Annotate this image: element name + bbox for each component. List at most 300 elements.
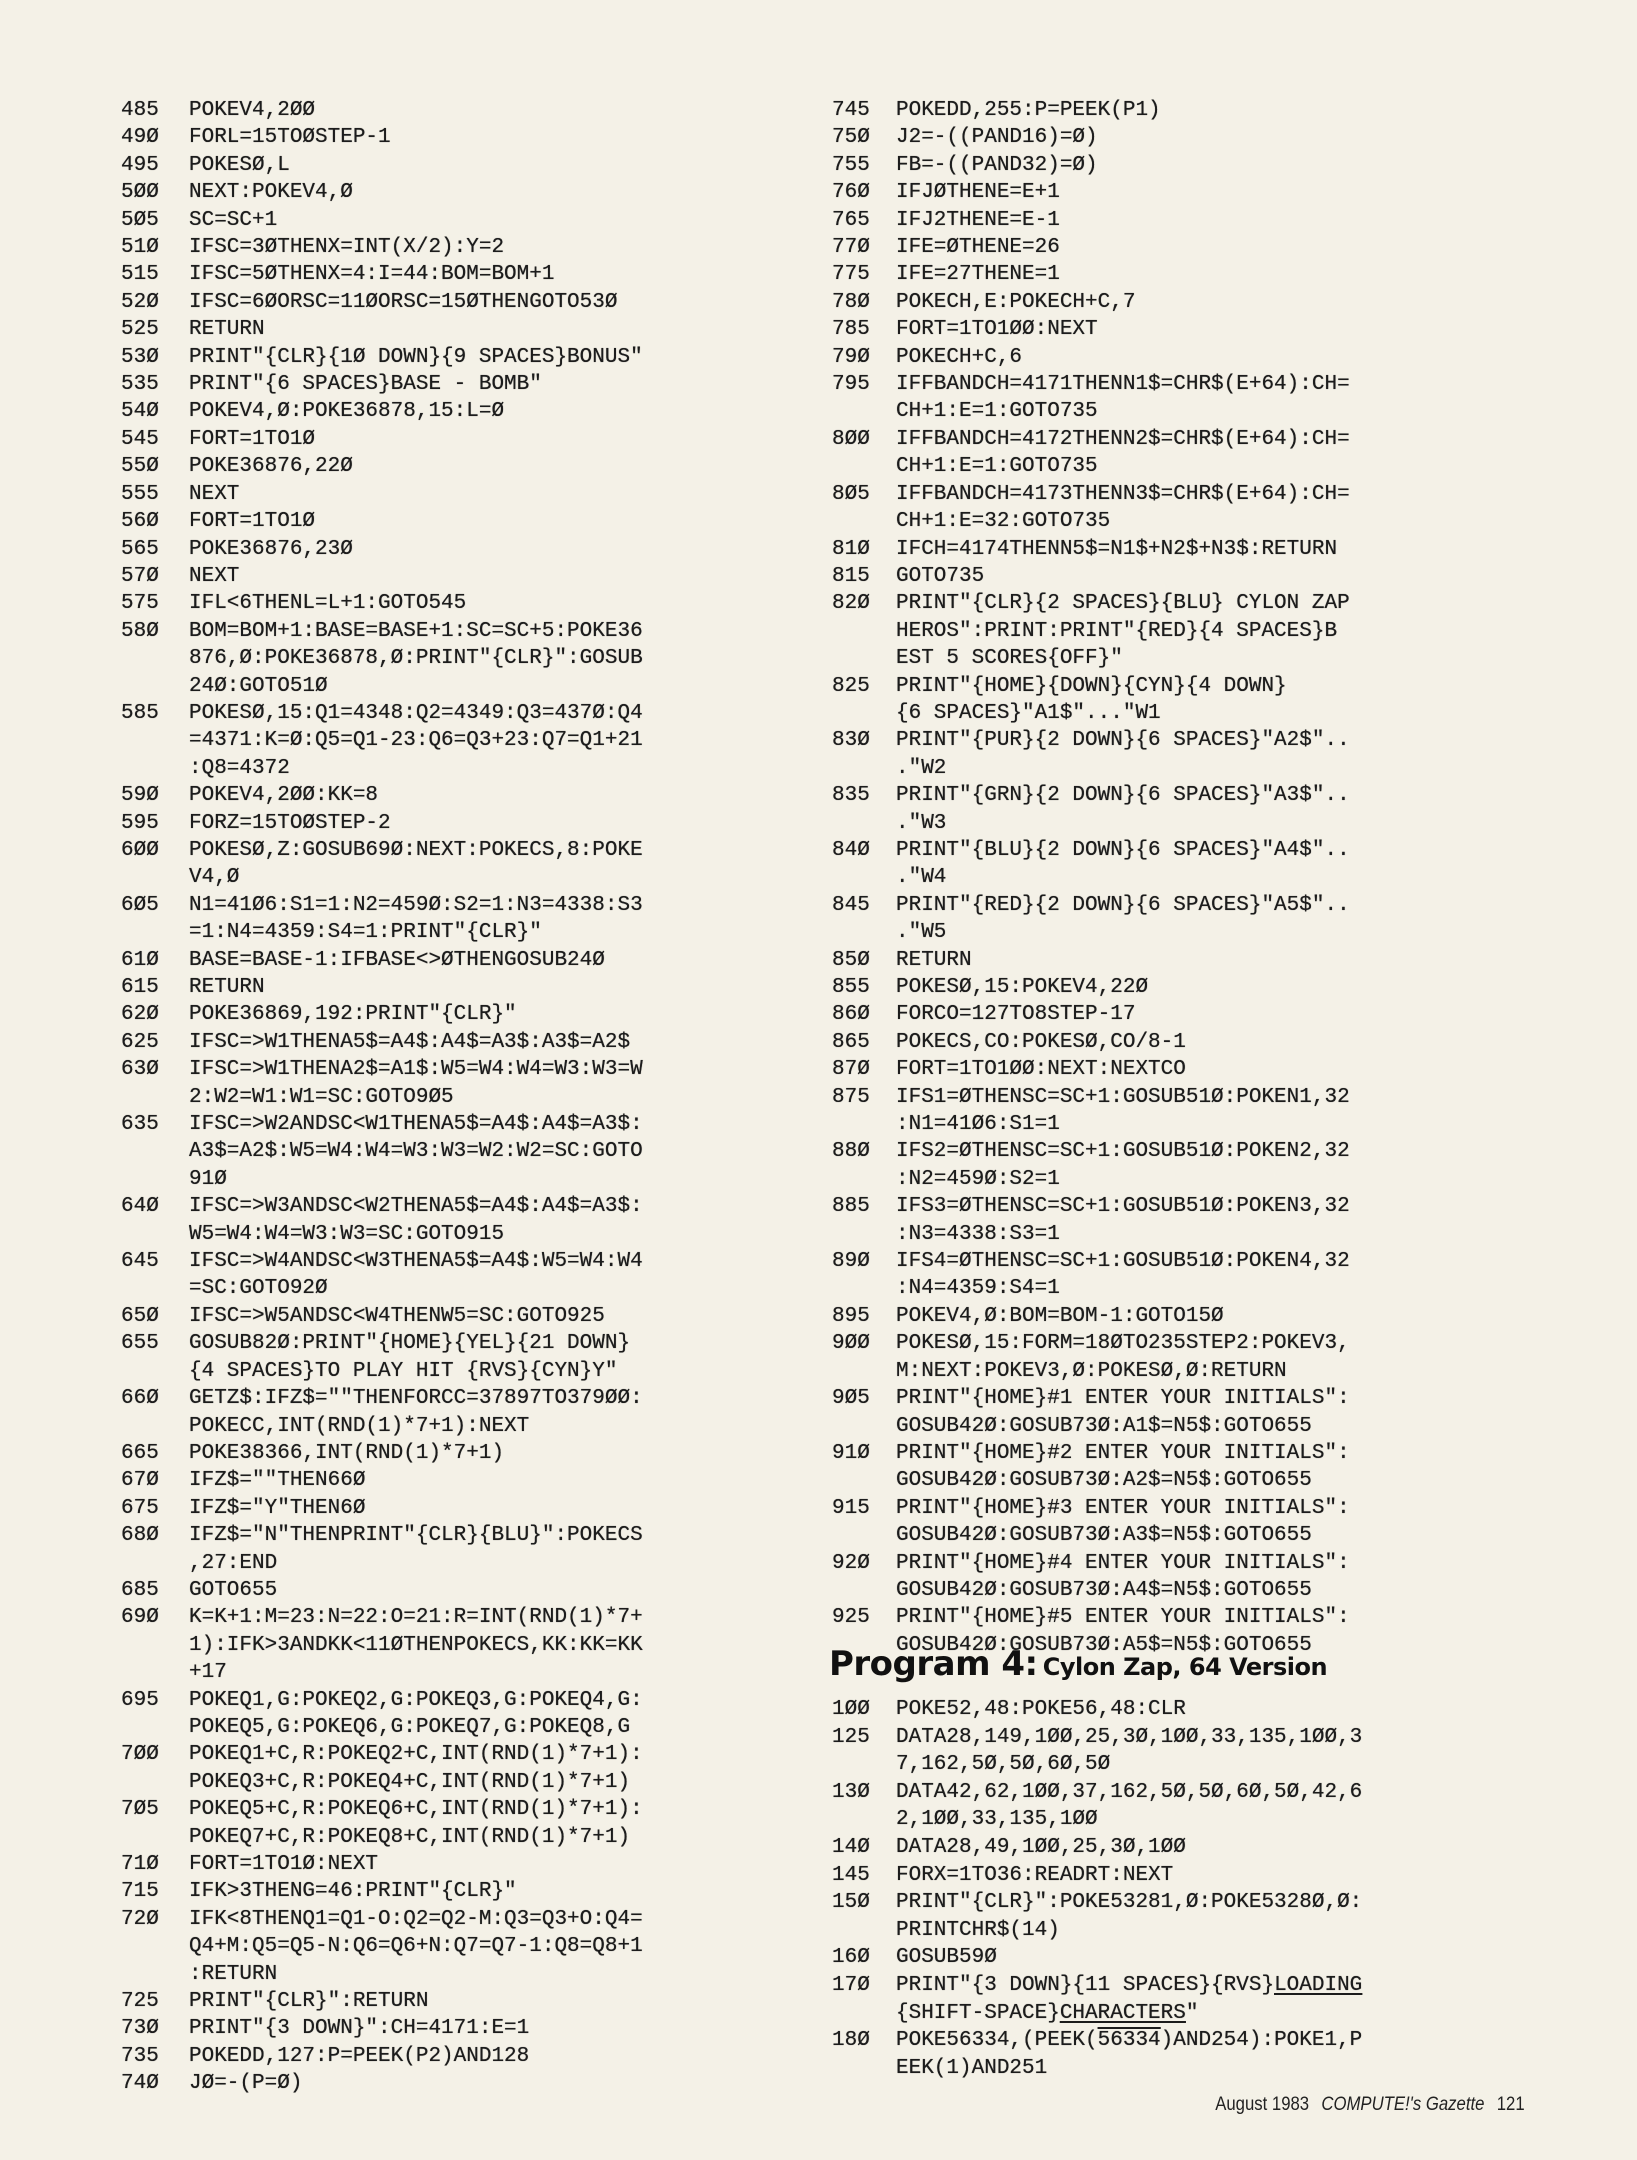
line-code: [189, 1741, 643, 1796]
line-number: 595: [121, 811, 159, 835]
code-line: [121, 618, 643, 700]
line-code: [896, 371, 1350, 426]
line-number: 855: [832, 976, 870, 999]
code-line: [121, 1440, 643, 1467]
code-row: PRINT"{HOME}#2 ENTER YOUR INITIALS":: [896, 1441, 1350, 1465]
line-code: [896, 1834, 1186, 1862]
code-row: ,27:END: [189, 1551, 278, 1575]
line-code: [189, 1440, 504, 1467]
code-row: IFL<6THENL=L+1:GOTO545: [189, 592, 467, 616]
line-code: [189, 179, 353, 206]
code-row: IFZ$="Y"THEN6Ø: [189, 1496, 366, 1520]
code-line: [832, 1550, 1350, 1605]
code-row: V4,Ø: [189, 866, 240, 890]
line-code: [189, 810, 391, 837]
line-code: [189, 1577, 277, 1604]
code-row: POKESØ,15:Q1=4348:Q2=4349:Q3=437Ø:Q4: [189, 701, 643, 725]
line-number: 875: [832, 1085, 870, 1109]
code-row: IFZ$=""THEN66Ø: [189, 1469, 366, 1493]
line-code: [189, 1303, 605, 1330]
line-code: [189, 234, 504, 261]
line-number: 82Ø: [832, 592, 870, 616]
line-number: 795: [832, 373, 870, 397]
line-number: 635: [121, 1113, 159, 1137]
issue-date: August 1983: [1215, 2094, 1310, 2115]
line-number: 77Ø: [832, 236, 870, 260]
code-line: [832, 563, 1350, 590]
line-code: [189, 371, 542, 398]
code-line: [832, 536, 1350, 563]
program-4-heading: [829, 1644, 1327, 1684]
line-code: [896, 1001, 1135, 1028]
code-row: POKEQ5+C,R:POKEQ6+C,INT(RND(1)*7+1):: [189, 1798, 643, 1822]
code-line: [832, 1248, 1350, 1303]
code-row: GOSUB42Ø:GOSUB73Ø:A2$=N5$:GOTO655: [896, 1469, 1312, 1493]
line-number: 63Ø: [121, 1058, 159, 1082]
code-row: {4 SPACES}TO PLAY HIT {RVS}{CYN}Y": [189, 1359, 618, 1383]
line-number: 76Ø: [832, 181, 870, 205]
code-row: NEXT:POKEV4,Ø: [189, 181, 353, 205]
code-line: [121, 700, 643, 782]
code-line: [121, 1330, 643, 1385]
code-line: [832, 1084, 1350, 1139]
line-number: 59Ø: [121, 784, 159, 808]
line-number: 16Ø: [832, 1946, 870, 1970]
code-row: PRINT"{6 SPACES}BASE - BOMB": [189, 373, 542, 397]
line-code: [896, 1779, 1362, 1834]
code-row: FORT=1TO1Ø:NEXT: [189, 1853, 379, 1876]
line-number: 54Ø: [121, 400, 159, 424]
code-line: [832, 261, 1350, 288]
code-line: [121, 1988, 643, 2015]
line-code: [896, 563, 984, 590]
code-row: IFSC=6ØORSC=11ØORSC=15ØTHENGOTO53Ø: [189, 290, 618, 314]
code-line: [121, 810, 643, 837]
code-line: [832, 1495, 1350, 1550]
code-row: FB=-((PAND32)=Ø): [896, 153, 1098, 177]
code-row: GOSUB42Ø:GOSUB73Ø:A4$=N5$:GOTO655: [896, 1578, 1312, 1602]
line-code: [189, 892, 643, 947]
code-row: =1:N4=4359:S4=1:PRINT"{CLR}": [189, 921, 542, 945]
code-row: 91Ø: [189, 1167, 227, 1191]
line-number: 655: [121, 1332, 159, 1356]
code-row: BOM=BOM+1:BASE=BASE+1:SC=SC+5:POKE36: [189, 619, 643, 643]
line-number: 81Ø: [832, 537, 870, 561]
line-number: 73Ø: [121, 2017, 159, 2041]
line-code: [189, 947, 605, 974]
code-line: [121, 234, 643, 261]
line-number: 6ØØ: [121, 838, 159, 862]
code-row: IFSC=3ØTHENX=INT(X/2):Y=2: [189, 236, 505, 260]
line-code: [189, 618, 643, 700]
code-row: FORT=1TO1Ø: [189, 510, 316, 534]
code-row: FORZ=15TOØSTEP-2: [189, 811, 391, 835]
line-number: 9Ø5: [832, 1387, 870, 1411]
line-code: [189, 782, 378, 809]
line-number: 71Ø: [121, 1853, 159, 1876]
line-code: [189, 1385, 643, 1440]
line-code: [896, 179, 1060, 206]
line-code: [189, 1796, 643, 1851]
code-row: 2,1ØØ,33,135,1ØØ: [896, 1808, 1098, 1832]
line-number: 745: [832, 99, 870, 122]
code-row: ."W3: [896, 811, 947, 835]
code-row: ."W5: [896, 921, 947, 945]
code-line: [121, 371, 643, 398]
code-row: 2:W2=W1:W1=SC:GOTO9Ø5: [189, 1085, 454, 1109]
line-number: 86Ø: [832, 1003, 870, 1027]
line-code: [189, 508, 315, 535]
code-line: [832, 673, 1350, 728]
code-line: [121, 1741, 643, 1796]
code-row: POKEV4,2ØØ: [189, 99, 316, 122]
line-number: 645: [121, 1250, 159, 1274]
code-row: IFS2=ØTHENSC=SC+1:GOSUB51Ø:POKEN2,32: [896, 1140, 1350, 1164]
line-code: [896, 1696, 1186, 1724]
line-number: 6Ø5: [121, 893, 159, 917]
line-code: [189, 1111, 643, 1193]
code-line: [121, 1193, 643, 1248]
line-code: [189, 700, 643, 782]
code-row: :N3=4338:S3=1: [896, 1222, 1060, 1246]
line-code: [189, 1604, 643, 1686]
code-line: [121, 508, 643, 535]
code-segment: PRINT"{3 DOWN}{11 SPACES}{RVS}: [896, 1973, 1275, 1997]
code-line: [121, 152, 643, 179]
line-code: [189, 398, 504, 425]
line-code: [896, 344, 1022, 371]
code-line: [121, 536, 643, 563]
code-line: [832, 179, 1350, 206]
code-row: BASE=BASE-1:IFBASE<>ØTHENGOSUB24Ø: [189, 948, 605, 972]
line-number: 5Ø5: [121, 208, 159, 232]
line-number: 485: [121, 99, 159, 122]
line-code: [896, 727, 1350, 782]
code-line: [121, 590, 643, 617]
code-line: [832, 371, 1350, 426]
line-number: 665: [121, 1441, 159, 1465]
line-code: [896, 426, 1350, 481]
code-row: PRINT"{HOME}#3 ENTER YOUR INITIALS":: [896, 1496, 1350, 1520]
line-number: 585: [121, 701, 159, 725]
code-segment: {SHIFT-SPACE}: [896, 2001, 1060, 2025]
code-line: [121, 481, 643, 508]
line-number: 715: [121, 1880, 159, 1904]
line-code: [189, 124, 391, 151]
code-row: IFJ2THENE=E-1: [896, 208, 1060, 232]
code-line: [121, 947, 643, 974]
code-row: ."W4: [896, 866, 947, 890]
code-line: [121, 2043, 643, 2070]
line-code: [189, 1467, 365, 1494]
code-line: [121, 426, 643, 453]
line-number: 92Ø: [832, 1551, 870, 1575]
code-row: POKEV4,Ø:BOM=BOM-1:GOTO15Ø: [896, 1304, 1224, 1328]
line-number: 535: [121, 373, 159, 397]
line-code: [189, 1001, 517, 1028]
code-row: =4371:K=Ø:Q5=Q1-23:Q6=Q3+23:Q7=Q1+21: [189, 729, 643, 753]
code-line: [121, 1029, 643, 1056]
code-line: [121, 1385, 643, 1440]
line-code: [189, 426, 315, 453]
code-row: IFZ$="N"THENPRINT"{CLR}{BLU}":POKECS: [189, 1524, 643, 1548]
line-code: [896, 1084, 1350, 1139]
line-number: 615: [121, 976, 159, 999]
line-number: 51Ø: [121, 236, 159, 260]
line-code: [896, 837, 1350, 892]
code-row: IFSC=>W2ANDSC<W1THENA5$=A4$:A4$=A3$:: [189, 1113, 643, 1137]
line-number: 78Ø: [832, 290, 870, 314]
code-row: FORT=1TO1ØØ:NEXT:NEXTCO: [896, 1058, 1186, 1082]
code-row: :N2=459Ø:S2=1: [896, 1167, 1060, 1191]
line-number: 58Ø: [121, 619, 159, 643]
code-line: [832, 316, 1350, 343]
code-line: [832, 289, 1350, 316]
code-row: 876,Ø:POKE36878,Ø:PRINT"{CLR}":GOSUB: [189, 647, 643, 671]
line-number: 68Ø: [121, 1524, 159, 1548]
code-line: [832, 124, 1350, 151]
code-row: IFSC=>W3ANDSC<W2THENA5$=A4$:A4$=A3$:: [189, 1195, 643, 1219]
code-row: FORT=1TO1ØØ:NEXT: [896, 318, 1098, 342]
code-row: PRINT"{BLU}{2 DOWN}{6 SPACES}"A4$"..: [896, 838, 1350, 862]
line-code: [189, 152, 290, 179]
line-number: 125: [832, 1725, 870, 1749]
code-line: [832, 782, 1350, 837]
code-row: CH+1:E=1:GOTO735: [896, 400, 1098, 424]
code-row: IFFBANDCH=4171THENN1$=CHR$(E+64):CH=: [896, 373, 1350, 397]
line-code: [189, 1056, 643, 1111]
line-number: 775: [832, 263, 870, 287]
code-line: [121, 207, 643, 234]
line-code: [896, 1495, 1350, 1550]
code-row: IFSC=>W4ANDSC<W3THENA5$=A4$:W5=W4:W4: [189, 1250, 643, 1274]
line-code: [189, 1522, 643, 1577]
line-code: [189, 1495, 365, 1522]
code-row: PRINT"{GRN}{2 DOWN}{6 SPACES}"A3$"..: [896, 784, 1350, 808]
code-row: =SC:GOTO92Ø: [189, 1277, 328, 1301]
code-row: PRINT"{PUR}{2 DOWN}{6 SPACES}"A2$"..: [896, 729, 1350, 753]
line-number: 61Ø: [121, 948, 159, 972]
line-code: [189, 1988, 428, 2015]
underlined-text: CHARACTERS: [1059, 2001, 1186, 2025]
line-code: [896, 1550, 1350, 1605]
line-code: [189, 316, 265, 343]
line-code: [189, 974, 265, 1001]
code-line: [121, 344, 643, 371]
line-code: [896, 97, 1161, 124]
overlined-text: 56334: [1097, 2029, 1161, 2053]
code-row: PRINTCHR$(14): [896, 1918, 1060, 1942]
line-number: 495: [121, 153, 159, 177]
line-code: [896, 1385, 1350, 1440]
line-code: [896, 892, 1350, 947]
code-row: POKE38366,INT(RND(1)*7+1): [189, 1441, 505, 1465]
code-row: IFSC=>W1THENA2$=A1$:W5=W4:W4=W3:W3=W: [189, 1058, 643, 1082]
code-row: POKEQ7+C,R:POKEQ8+C,INT(RND(1)*7+1): [189, 1825, 631, 1849]
line-number: 735: [121, 2044, 159, 2068]
page-number: 121: [1497, 2094, 1525, 2115]
magazine-name: COMPUTE!'s Gazette: [1321, 2094, 1485, 2115]
line-code: [896, 1029, 1186, 1056]
line-code: [896, 1440, 1350, 1495]
line-code: [189, 837, 643, 892]
line-number: 67Ø: [121, 1469, 159, 1493]
code-row: M:NEXT:POKEV3,Ø:POKESØ,Ø:RETURN: [896, 1359, 1287, 1383]
code-row: PRINT"{CLR}":POKE53281,Ø:POKE5328Ø,Ø:: [896, 1891, 1363, 1915]
code-row: JØ=-(P=Ø): [189, 2072, 303, 2096]
code-row: POKEQ3+C,R:POKEQ4+C,INT(RND(1)*7+1): [189, 1770, 631, 1794]
line-number: 89Ø: [832, 1250, 870, 1274]
code-line: [832, 344, 1350, 371]
code-row: +17: [189, 1661, 227, 1685]
line-code: [896, 974, 1148, 1001]
code-row: PRINT"{HOME}#1 ENTER YOUR INITIALS":: [896, 1387, 1350, 1411]
line-number: 1ØØ: [832, 1698, 870, 1721]
code-row: POKECH,E:POKECH+C,7: [896, 290, 1136, 314]
line-code: [896, 1889, 1362, 1944]
code-row: IFS1=ØTHENSC=SC+1:GOSUB51Ø:POKEN1,32: [896, 1085, 1350, 1109]
line-code: [896, 673, 1287, 728]
code-row: J2=-((PAND16)=Ø): [896, 126, 1098, 150]
code-row: EST 5 SCORES{OFF}": [896, 647, 1123, 671]
code-line: [832, 1330, 1350, 1385]
line-number: 5ØØ: [121, 181, 159, 205]
code-row: 7,162,5Ø,5Ø,6Ø,5Ø: [896, 1753, 1111, 1777]
code-line: [121, 1851, 643, 1878]
code-row: IFCH=4174THENN5$=N1$+N2$+N3$:RETURN: [896, 537, 1338, 561]
line-number: 815: [832, 564, 870, 588]
line-code: [896, 234, 1060, 261]
line-code: [189, 1906, 643, 1988]
line-code: [896, 1944, 997, 1972]
line-code: [189, 563, 239, 590]
code-row: [896, 2027, 1362, 2055]
line-code: [896, 1138, 1350, 1193]
line-code: [896, 1724, 1362, 1779]
code-line: [832, 1385, 1350, 1440]
line-number: 57Ø: [121, 564, 159, 588]
line-number: 87Ø: [832, 1058, 870, 1082]
code-line: [832, 1440, 1350, 1495]
line-code: [896, 207, 1060, 234]
line-number: 65Ø: [121, 1304, 159, 1328]
code-row: POKECC,INT(RND(1)*7+1):NEXT: [189, 1414, 530, 1438]
line-number: 765: [832, 208, 870, 232]
line-code: [896, 1972, 1362, 2027]
line-code: [896, 782, 1350, 837]
code-line: [121, 782, 643, 809]
code-line: [832, 1779, 1362, 1834]
code-line: [832, 1862, 1362, 1890]
line-number: 83Ø: [832, 729, 870, 753]
code-row: FORX=1TO36:READRT:NEXT: [896, 1863, 1174, 1887]
code-row: ."W2: [896, 756, 947, 780]
code-row: IFSC=>W5ANDSC<W4THENW5=SC:GOTO925: [189, 1304, 605, 1328]
code-line: [832, 426, 1350, 481]
code-row: POKEV4,Ø:POKE36878,15:L=Ø: [189, 400, 505, 424]
line-number: 91Ø: [832, 1441, 870, 1465]
code-row: FORT=1TO1Ø: [189, 427, 316, 451]
line-code: [896, 481, 1350, 536]
code-row: K=K+1:M=23:N=22:O=21:R=INT(RND(1)*7+: [189, 1606, 643, 1630]
code-row: {6 SPACES}"A1$"..."W1: [896, 701, 1161, 725]
line-number: 64Ø: [121, 1195, 159, 1219]
code-line: [832, 234, 1350, 261]
line-code: [189, 1687, 643, 1742]
code-row: NEXT: [189, 564, 240, 588]
line-number: 895: [832, 1304, 870, 1328]
code-line: [121, 124, 643, 151]
code-line: [832, 2027, 1362, 2082]
line-code: [189, 536, 353, 563]
code-row: POKE36876,22Ø: [189, 455, 353, 479]
listing-column-left: [121, 97, 643, 2098]
line-code: [896, 289, 1135, 316]
line-code: [189, 1029, 630, 1056]
code-line: [832, 1724, 1362, 1779]
code-line: [832, 590, 1350, 672]
code-row: EEK(1)AND251: [896, 2056, 1048, 2080]
code-row: :Q8=4372: [189, 756, 290, 780]
underlined-text: LOADING: [1274, 1973, 1363, 1997]
code-row: POKEQ1+C,R:POKEQ2+C,INT(RND(1)*7+1):: [189, 1743, 643, 1767]
code-row: PRINT"{HOME}#4 ENTER YOUR INITIALS":: [896, 1551, 1350, 1575]
code-line: [121, 1577, 643, 1604]
line-number: 8Ø5: [832, 482, 870, 506]
line-number: 515: [121, 263, 159, 287]
code-line: [121, 974, 643, 1001]
line-number: 825: [832, 674, 870, 698]
code-row: IFJØTHENE=E+1: [896, 181, 1060, 205]
line-number: 865: [832, 1030, 870, 1054]
line-code: [189, 1248, 643, 1303]
code-line: [832, 207, 1350, 234]
code-line: [832, 974, 1350, 1001]
line-number: 55Ø: [121, 455, 159, 479]
program-4-listing: [832, 1696, 1362, 2082]
code-row: DATA28,49,1ØØ,25,3Ø,1ØØ: [896, 1835, 1186, 1859]
code-row: RETURN: [189, 318, 265, 342]
line-number: 525: [121, 318, 159, 342]
code-line: [121, 1056, 643, 1111]
code-row: Q4+M:Q5=Q5-N:Q6=Q6+N:Q7=Q7-1:Q8=Q8+1: [189, 1935, 643, 1959]
code-line: [832, 152, 1350, 179]
line-number: 625: [121, 1030, 159, 1054]
code-row: DATA42,62,1ØØ,37,162,5Ø,5Ø,6Ø,5Ø,42,6: [896, 1780, 1363, 1804]
code-line: [121, 1467, 643, 1494]
code-row: CH+1:E=1:GOTO735: [896, 455, 1098, 479]
code-line: [121, 453, 643, 480]
line-number: 7Ø5: [121, 1798, 159, 1822]
code-row: IFK<8THENQ1=Q1-O:Q2=Q2-M:Q3=Q3+O:Q4=: [189, 1907, 643, 1931]
line-number: 915: [832, 1496, 870, 1520]
line-number: 695: [121, 1688, 159, 1712]
line-code: [896, 947, 972, 974]
code-line: [121, 563, 643, 590]
line-number: 785: [832, 318, 870, 342]
code-row: POKESØ,Z:GOSUB69Ø:NEXT:POKECS,8:POKE: [189, 838, 643, 862]
code-segment: )AND254):POKE1,P: [1160, 2029, 1363, 2053]
code-row: POKE36869,192:PRINT"{CLR}": [189, 1003, 517, 1027]
code-line: [121, 1111, 643, 1193]
line-code: [189, 1330, 630, 1385]
line-code: [189, 207, 277, 234]
code-row: POKESØ,15:POKEV4,22Ø: [896, 976, 1149, 999]
code-line: [121, 1796, 643, 1851]
code-row: POKEQ5,G:POKEQ6,G:POKEQ7,G:POKEQ8,G: [189, 1715, 631, 1739]
code-row: FORL=15TOØSTEP-1: [189, 126, 391, 150]
line-number: 79Ø: [832, 345, 870, 369]
